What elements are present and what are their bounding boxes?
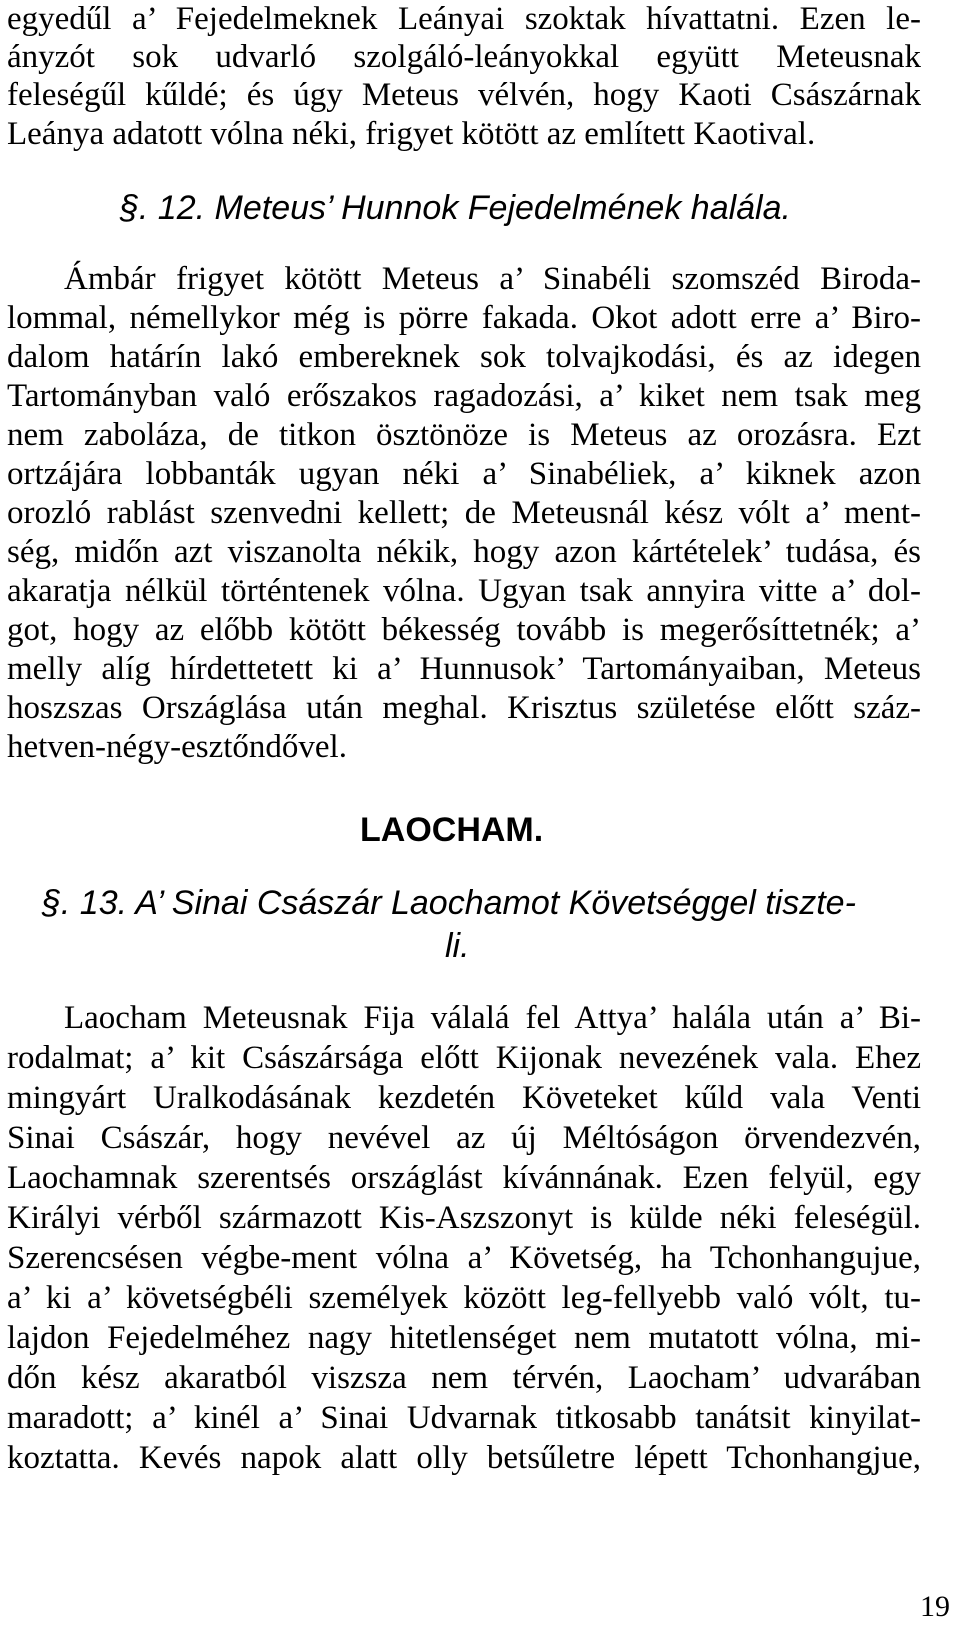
text-line: hetven-négy-esztőndővel.	[7, 729, 347, 765]
text-line: ség, midőn azt viszanolta nékik, hogy azon kártételek’ tudása, és	[7, 534, 921, 570]
text-line: dalom határín lakó embereknek sok tolvajkodási, és az idegen	[7, 339, 921, 375]
text-line: ányzót sok udvarló szolgáló-leányokkal együtt Meteusnak	[7, 39, 921, 75]
text-line: hoszszas Országlása után meghal. Krisztus születése előtt száz-	[7, 690, 921, 726]
page-number: 19	[920, 1590, 950, 1623]
text-line: ortzájára lobbanták ugyan néki a’ Sinabéliek, a’ kiknek azon	[7, 456, 921, 492]
text-line: maradott; a’ kinél a’ Sinai Udvarnak titkosabb tanátsit kinyilat-	[7, 1400, 921, 1436]
text-line: nem zaboláza, de titkon ösztönöze is Meteus az orozásra. Ezt	[7, 417, 921, 453]
text-line: Sinai Császár, hogy nevével az új Méltóságon örvendezvén,	[7, 1120, 921, 1156]
text-line: Királyi vérből származott Kis-Aszszonyt is külde néki feleségül.	[7, 1200, 921, 1236]
text-line: melly alíg hírdettetett ki a’ Hunnusok’ Tartományaiban, Meteus	[7, 651, 921, 687]
text-line: akaratja nélkül történtenek vólna. Ugyan tsak annyira vitte a’ dol-	[7, 573, 921, 609]
section-13-heading: §. 13. A’ Sinai Császár Laochamot Követséggel tiszte-	[42, 884, 856, 922]
text-line: a’ ki a’ követségbéli személyek között leg-fellyebb való vólt, tu-	[7, 1280, 921, 1316]
chapter-title: LAOCHAM.	[360, 811, 544, 849]
text-line: dőn kész akaratból viszsza nem térvén, Laocham’ udvarában	[7, 1360, 921, 1396]
text-line: koztatta. Kevés napok alatt olly betsűletre lépett Tchonhangjue,	[7, 1440, 921, 1476]
section-13-heading-continuation: li.	[445, 927, 470, 965]
text-line: feleségűl kűldé; és úgy Meteus vélvén, hogy Kaoti Császárnak	[7, 77, 921, 113]
text-line: lajdon Fejedelméhez nagy hitetlenséget nem mutatott vólna, mi-	[7, 1320, 921, 1356]
text-line: orozló rablást szenvedni kellett; de Meteusnál kész vólt a’ ment-	[7, 495, 921, 531]
text-line: Ámbár frigyet kötött Meteus a’ Sinabéli szomszéd Biroda-	[64, 261, 921, 297]
section-12-heading: §. 12. Meteus’ Hunnok Fejedelmének halála.	[120, 189, 791, 227]
text-line: Szerencsésen végbe-ment vólna a’ Követség, ha Tchonhangujue,	[7, 1240, 921, 1276]
text-line: egyedűl a’ Fejedelmeknek Leányai szoktak hívattatni. Ezen le-	[7, 1, 921, 37]
text-line: mingyárt Uralkodásának kezdetén Követeket kűld vala Venti	[7, 1080, 921, 1116]
text-line: Laochamnak szerentsés országlást kívánnának. Ezen felyül, egy	[7, 1160, 921, 1196]
text-line: got, hogy az előbb kötött békesség tovább is megerősíttetnék; a’	[7, 612, 921, 648]
text-line: rodalmat; a’ kit Császársága előtt Kijonak nevezének vala. Ehez	[7, 1040, 921, 1076]
text-line: Tartományban való erőszakos ragadozási, a’ kiket nem tsak meg	[7, 378, 921, 414]
text-line: Leánya adatott vólna néki, frigyet kötött az említett Kaotival.	[7, 116, 816, 152]
text-line: Laocham Meteusnak Fija válalá fel Attya’ halála után a’ Bi-	[64, 1000, 921, 1036]
text-line: lommal, némellykor még is pörre fakada. Okot adott erre a’ Biro-	[7, 300, 921, 336]
